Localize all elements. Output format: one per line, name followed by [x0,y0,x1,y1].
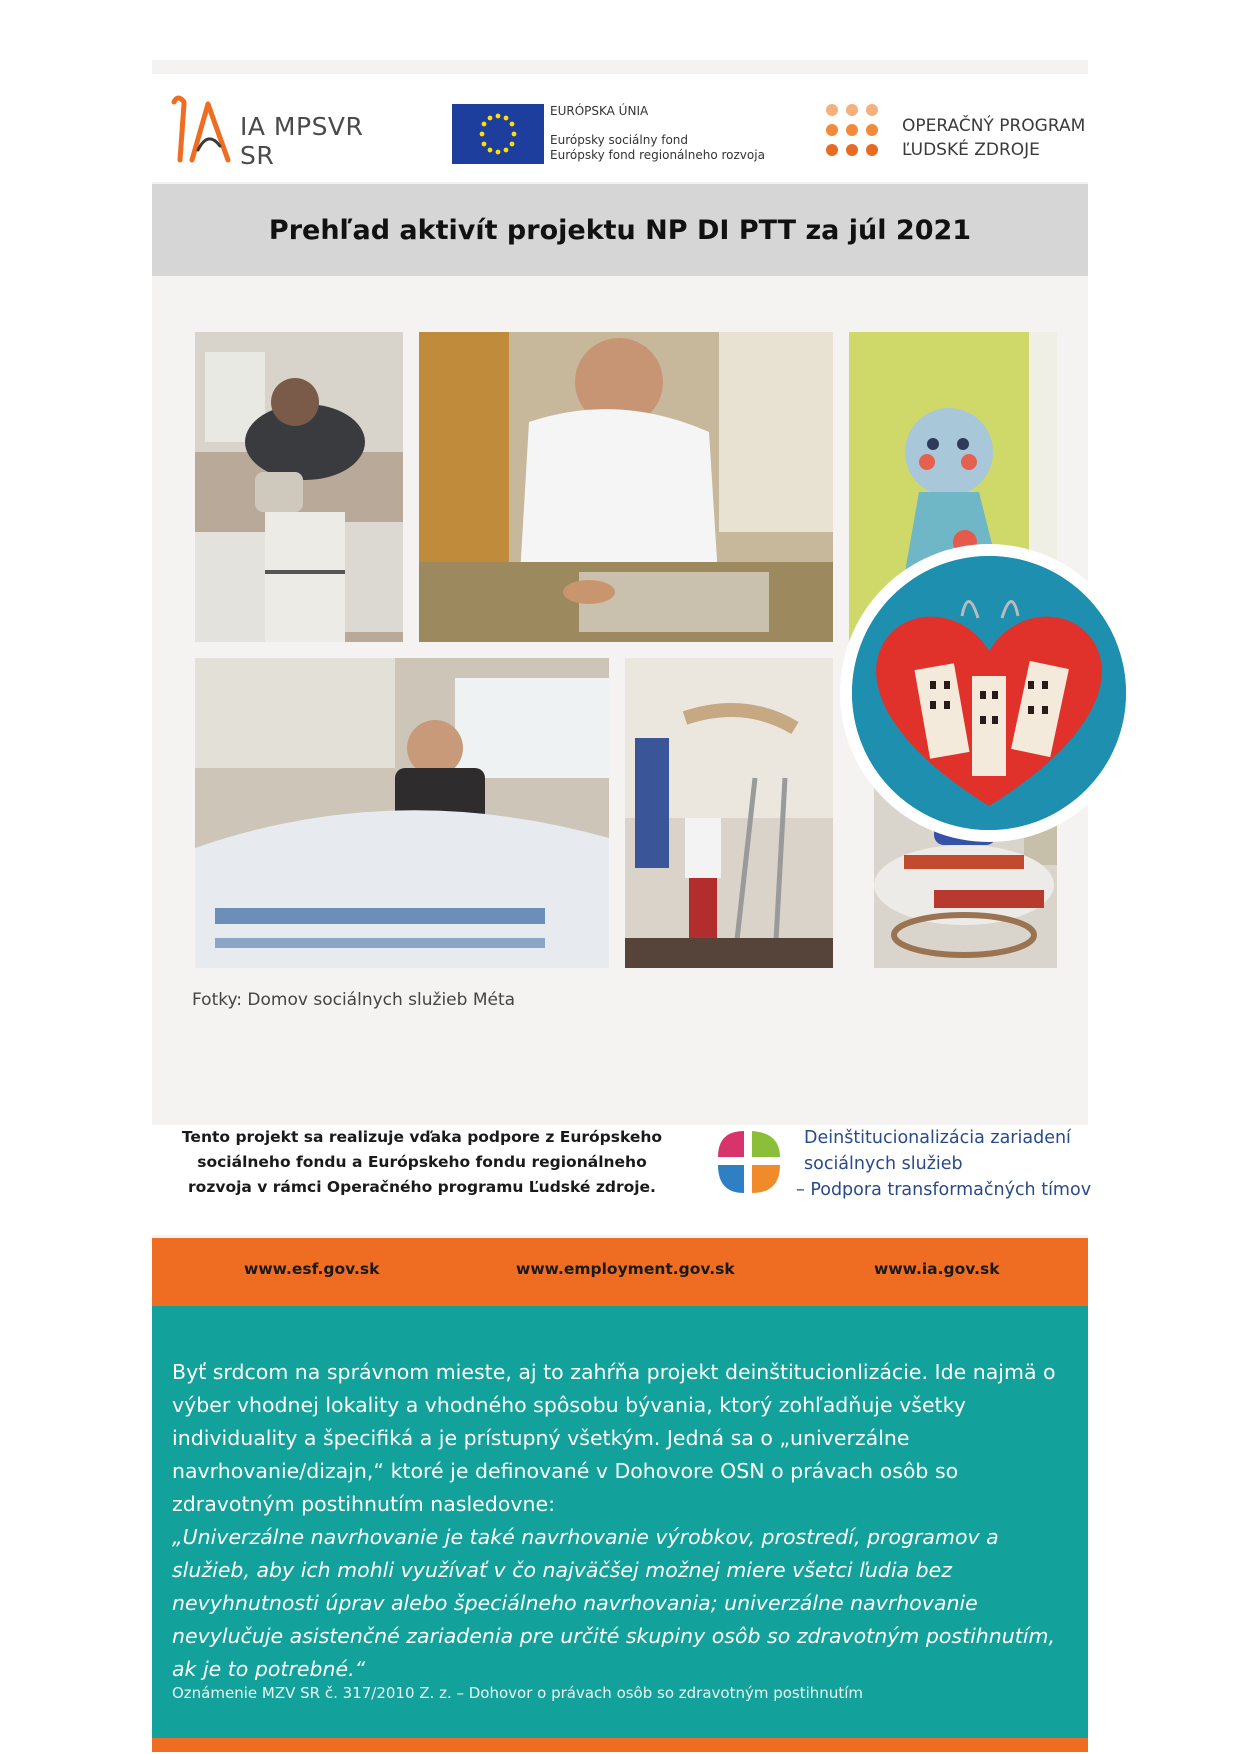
ia-mpsvr-logo [170,90,400,170]
support-statement: Tento projekt sa realizuje vďaka podpore z Európskeho sociálneho fondu a Európskeho fondu regionálneho rozvoja v rámci Operačného programu Ľudské zdroje. [181,1128,663,1196]
di-line-1: Deinštitucionalizácia zariadení [804,1128,1071,1148]
di-project-text [796,1125,1092,1203]
man-pouring-plaster-photo [195,332,403,642]
di-project-logo [714,1125,1094,1235]
photo-caption: Fotky: Domov sociálnych služieb Méta [192,990,516,1010]
flyer-sheet [152,60,1092,1702]
body-reference: Oznámenie MZV SR č. 317/2010 Z. z. – Dohovor o právach osôb so zdravotným postihnutím [172,1684,863,1702]
page-title: Prehľad aktivít projektu NP DI PTT za júl 2021 [268,214,972,246]
woman-painting-photo [419,332,833,642]
di-line-2: sociálnych služieb [804,1154,963,1174]
eu-flag-icon [452,104,544,164]
red-heart-ceramic-photo [852,556,1126,830]
title-bar [152,184,1088,276]
body-quote: „Univerzálne navrhovanie je také navrhovanie výrobkov, prostredí, programov a služieb, aby ich mohli využívať v čo najväčšej možnej miere všetci ľudia bez nevyhnutnosti úprav alebo špeciálneho navrhovania; univerzálne navrhovanie nevylučuje asistenčné zariadenia pre určité skupiny osôb so zdravotným postihnutím, ak je to potrebné.“ [172,1525,1056,1681]
op-ludske-zdroje-logo [822,90,1092,170]
body-section [152,1306,1088,1738]
links-bar [152,1238,1088,1306]
op-text [902,114,1085,162]
link-esf[interactable]: www.esf.gov.sk [244,1260,380,1278]
link-ia[interactable]: www.ia.gov.sk [874,1260,1000,1278]
eu-text [550,104,765,163]
ia-mark-icon [170,90,236,170]
body-paragraph: Byť srdcom na správnom mieste, aj to zahŕňa projekt deinštitucionlizácie. Ide najmä o výber vhodnej lokality a vhodného spôsobu bývania, ktorý zohľadňuje všetky individuality a špecifiká a je prístupný všetkým. Jedná sa o „univerzálne navrhovanie/dizajn,“ ktoré je definované v Dohovore OSN o právach osôb so zdravotným postihnutím nasledovne: [172,1360,1056,1516]
eu-title: EURÓPSKA ÚNIA [550,104,649,118]
di-line-3: – Podpora transformačných tímov [796,1180,1092,1200]
op-dots-icon [822,100,882,160]
op-line-2: ĽUDSKÉ ZDROJE [902,140,1040,160]
eu-fund-line-2: Európsky fond regionálneho rozvoja [550,148,765,162]
support-section [152,1125,1092,1235]
eu-fund-line-1: Európsky sociálny fond [550,133,689,147]
op-line-1: OPERAČNÝ PROGRAM [902,116,1086,136]
ia-logo-text: IA MPSVR SR [240,112,364,170]
men-painting-wall-photo [625,658,833,968]
logo-bar [152,74,1088,182]
eu-logo [452,88,782,168]
di-mosaic-icon [714,1127,784,1197]
link-employment[interactable]: www.employment.gov.sk [516,1260,735,1278]
bottom-accent-line [152,1738,1088,1752]
man-weaving-net-photo [195,658,609,968]
red-heart-photo-frame [840,544,1138,842]
